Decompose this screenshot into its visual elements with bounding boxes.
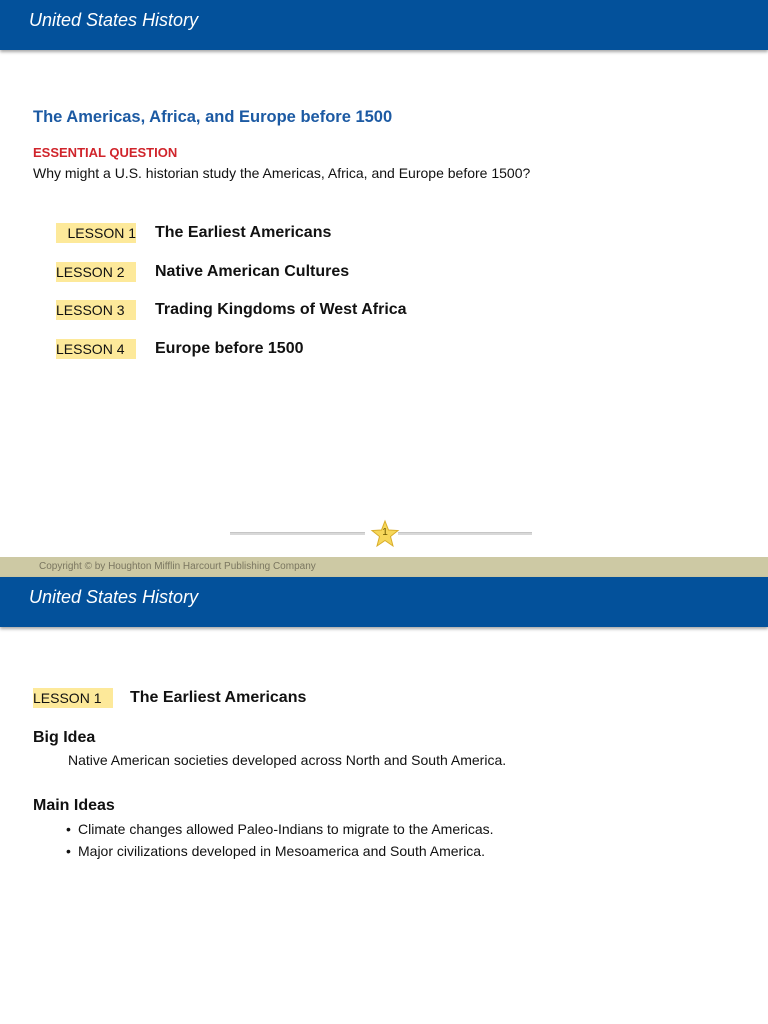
copyright-bar (0, 557, 768, 577)
lesson-name: Trading Kingdoms of West Africa (155, 301, 407, 318)
header-banner-2 (0, 577, 768, 627)
bullet-icon: • (66, 843, 71, 859)
list-item (66, 842, 494, 864)
page-number-badge (370, 519, 400, 549)
essential-question-label: ESSENTIAL QUESTION (33, 145, 178, 160)
page-divider-right (398, 532, 532, 535)
header-banner (0, 0, 768, 50)
lesson-name: The Earliest Americans (130, 689, 307, 706)
essential-question-text: Why might a U.S. historian study the Americas, Africa, and Europe before 1500? (33, 165, 531, 181)
lesson-name: The Earliest Americans (155, 224, 332, 241)
module-title: The Americas, Africa, and Europe before 1500 (33, 108, 393, 126)
lesson-name: Native American Cultures (155, 263, 350, 280)
bullet-icon: • (66, 821, 71, 837)
big-idea-heading: Big Idea (33, 729, 96, 746)
main-ideas-list (66, 820, 494, 864)
lesson-badge: LESSON 1 (33, 688, 113, 708)
page-number: 1 (382, 527, 388, 538)
lesson-badge: LESSON 4 (56, 339, 136, 359)
main-ideas-heading: Main Ideas (33, 797, 115, 814)
lesson-badge: LESSON 2 (56, 262, 136, 282)
list-item (66, 820, 494, 842)
header-title: United States History (29, 10, 199, 30)
header-title-2: United States History (29, 587, 199, 607)
page-divider-left (230, 532, 365, 535)
lesson-badge: LESSON 1 (56, 223, 136, 243)
big-idea-text: Native American societies developed across North and South America. (68, 752, 507, 768)
copyright-text: Copyright © by Houghton Mifflin Harcourt Publishing Company (39, 561, 316, 572)
main-idea-text: Major civilizations developed in Mesoamerica and South America. (78, 843, 485, 859)
main-idea-text: Climate changes allowed Paleo-Indians to migrate to the Americas. (78, 821, 494, 837)
lesson-name: Europe before 1500 (155, 340, 304, 357)
lesson-badge: LESSON 3 (56, 300, 136, 320)
